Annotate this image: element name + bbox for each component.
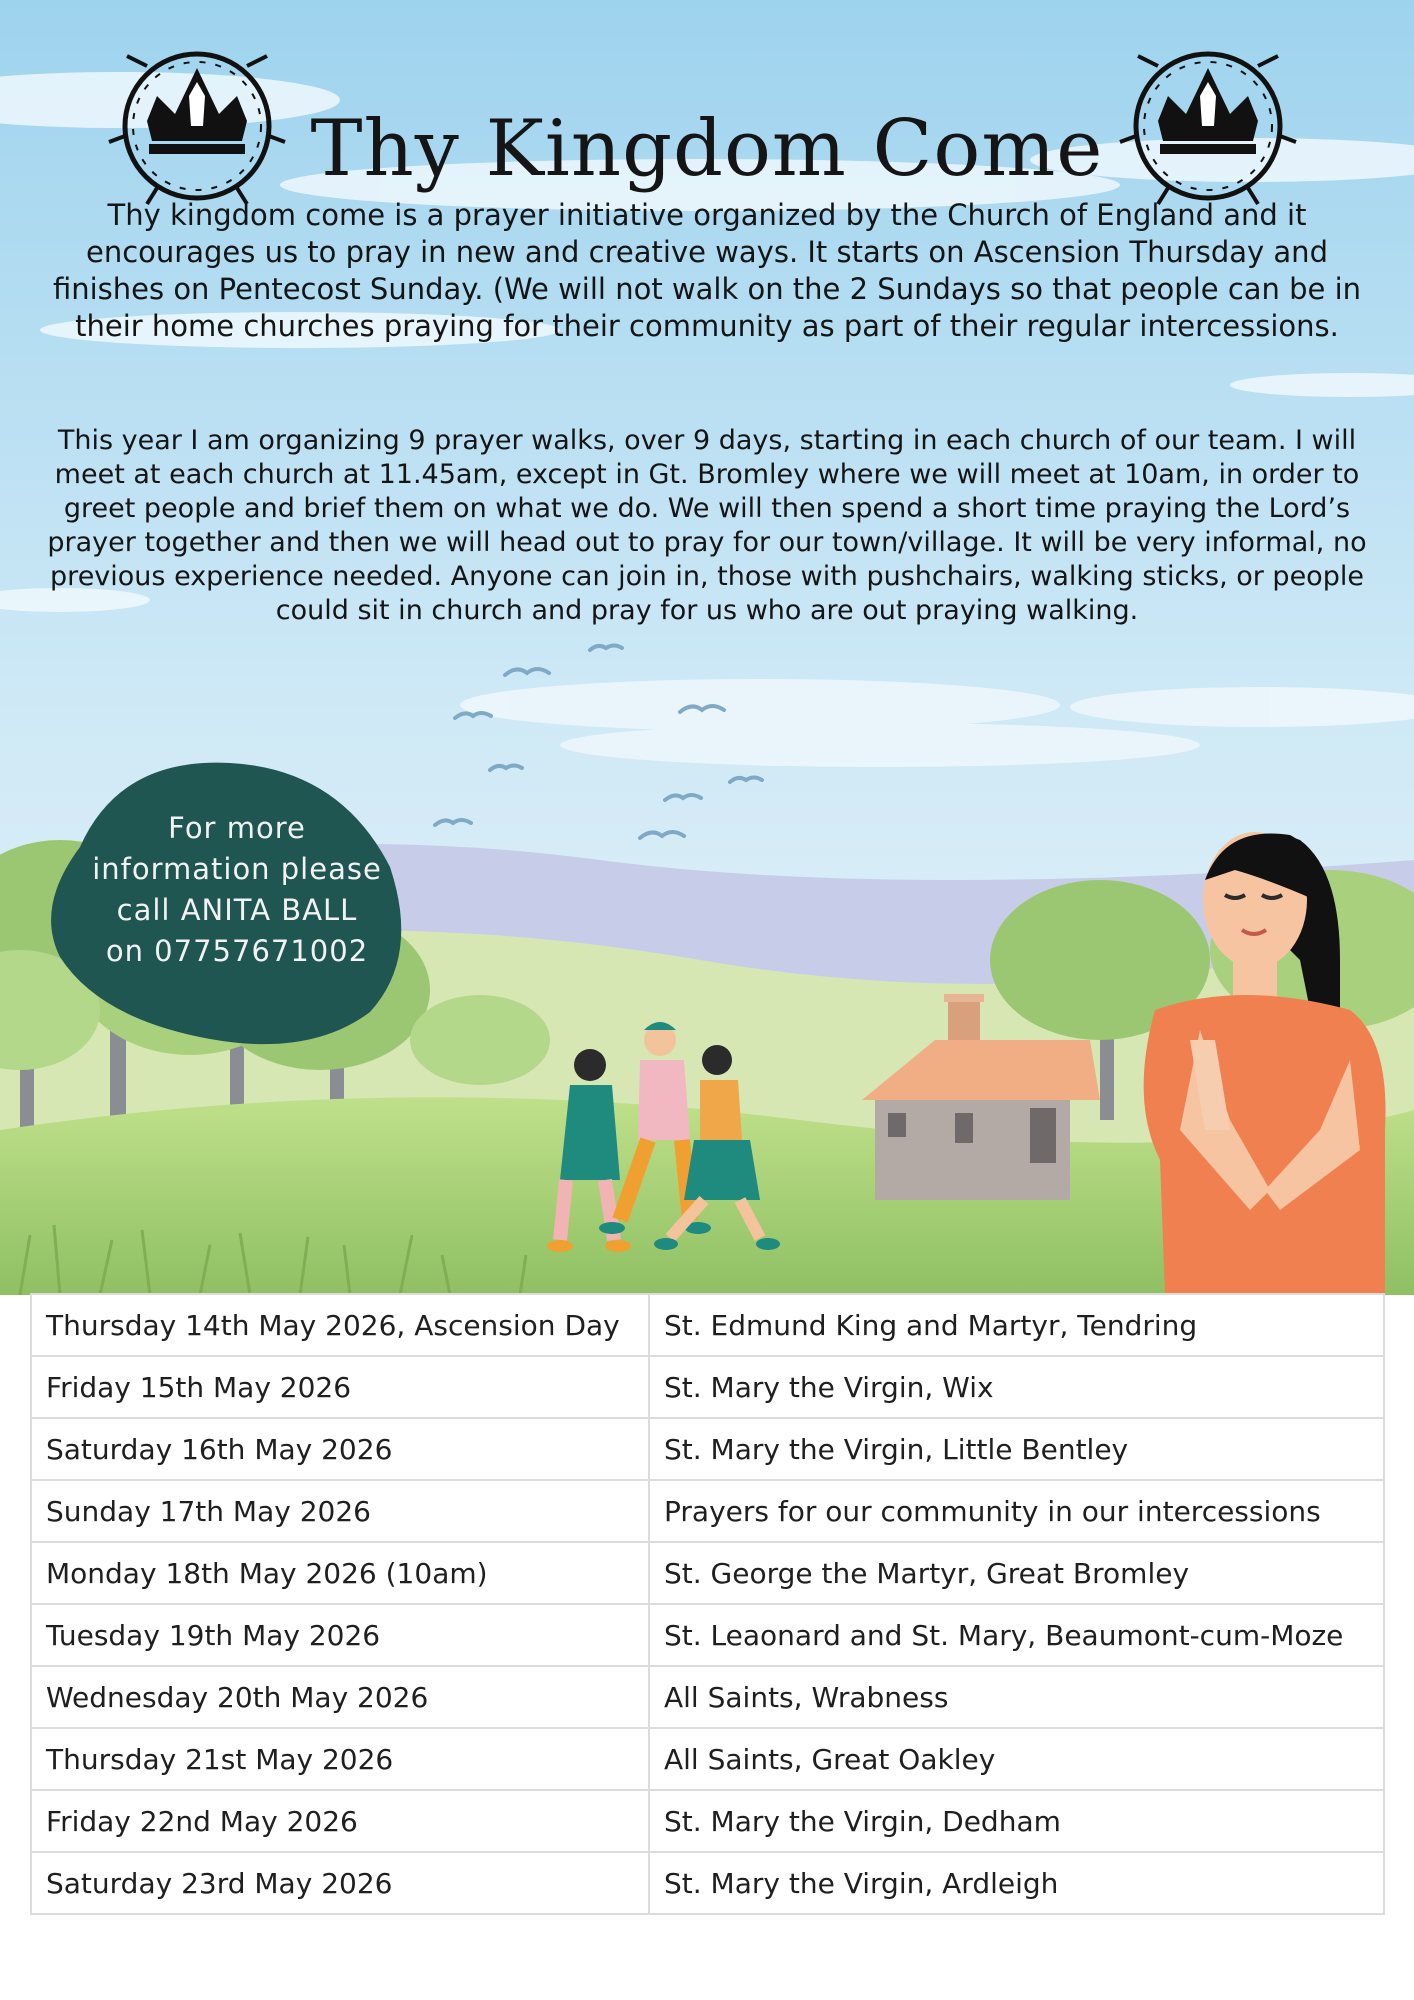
table-row xyxy=(31,1294,1384,1356)
schedule-place: St. Mary the Virgin, Little Bentley xyxy=(649,1418,1384,1480)
schedule-place: All Saints, Wrabness xyxy=(649,1666,1384,1728)
table-row xyxy=(31,1728,1384,1790)
schedule-date: Thursday 21st May 2026 xyxy=(31,1728,649,1790)
table-row xyxy=(31,1418,1384,1480)
schedule-place: All Saints, Great Oakley xyxy=(649,1728,1384,1790)
schedule-date: Saturday 23rd May 2026 xyxy=(31,1852,649,1914)
contact-info xyxy=(62,808,412,972)
schedule-place: St. Mary the Virgin, Wix xyxy=(649,1356,1384,1418)
contact-line: on 07757671002 xyxy=(105,934,369,968)
schedule-date: Wednesday 20th May 2026 xyxy=(31,1666,649,1728)
table-row xyxy=(31,1790,1384,1852)
contact-line: information please xyxy=(92,852,382,886)
contact-line: For more xyxy=(168,811,306,845)
schedule-place: St. Mary the Virgin, Dedham xyxy=(649,1790,1384,1852)
schedule-place: St. Mary the Virgin, Ardleigh xyxy=(649,1852,1384,1914)
intro-paragraph: Thy kingdom come is a prayer initiative organized by the Church of England and it encourages us to pray in new and creative ways. It starts on Ascension Thursday and finishes on Pentecost Sunday. (We will not walk on the 2 Sundays so that people can be in their home churches praying for their community as part of their regular intercessions. xyxy=(52,198,1362,343)
table-row xyxy=(31,1480,1384,1542)
contact-line: call ANITA BALL xyxy=(116,893,358,927)
table-row xyxy=(31,1666,1384,1728)
schedule-place: St. Leaonard and St. Mary, Beaumont-cum-Moze xyxy=(649,1604,1384,1666)
schedule-place: St. Edmund King and Martyr, Tendring xyxy=(649,1294,1384,1356)
schedule-date: Tuesday 19th May 2026 xyxy=(31,1604,649,1666)
schedule-place: St. George the Martyr, Great Bromley xyxy=(649,1542,1384,1604)
table-row xyxy=(31,1542,1384,1604)
table-row xyxy=(31,1852,1384,1914)
table-row xyxy=(31,1356,1384,1418)
details-paragraph: This year I am organizing 9 prayer walks, over 9 days, starting in each church of our team. I will meet at each church at 11.45am, except in Gt. Bromley where we will meet at 10am, in order to greet people and brief them on what we do. We will then spend a short time praying the Lord’s prayer together and then we will head out to pray for our town/village. It will be very informal, no previous experience needed. Anyone can join in, those with pushchairs, walking sticks, or people could sit in church and pray for us who are out praying walking. xyxy=(47,425,1367,626)
schedule-place: Prayers for our community in our intercessions xyxy=(649,1480,1384,1542)
schedule-date: Thursday 14th May 2026, Ascension Day xyxy=(31,1294,649,1356)
schedule-date: Friday 22nd May 2026 xyxy=(31,1790,649,1852)
schedule-table xyxy=(30,1293,1385,1915)
page-title: Thy Kingdom Come xyxy=(310,104,1104,194)
schedule-date: Friday 15th May 2026 xyxy=(31,1356,649,1418)
schedule-date: Saturday 16th May 2026 xyxy=(31,1418,649,1480)
schedule-date: Sunday 17th May 2026 xyxy=(31,1480,649,1542)
schedule-date: Monday 18th May 2026 (10am) xyxy=(31,1542,649,1604)
table-row xyxy=(31,1604,1384,1666)
